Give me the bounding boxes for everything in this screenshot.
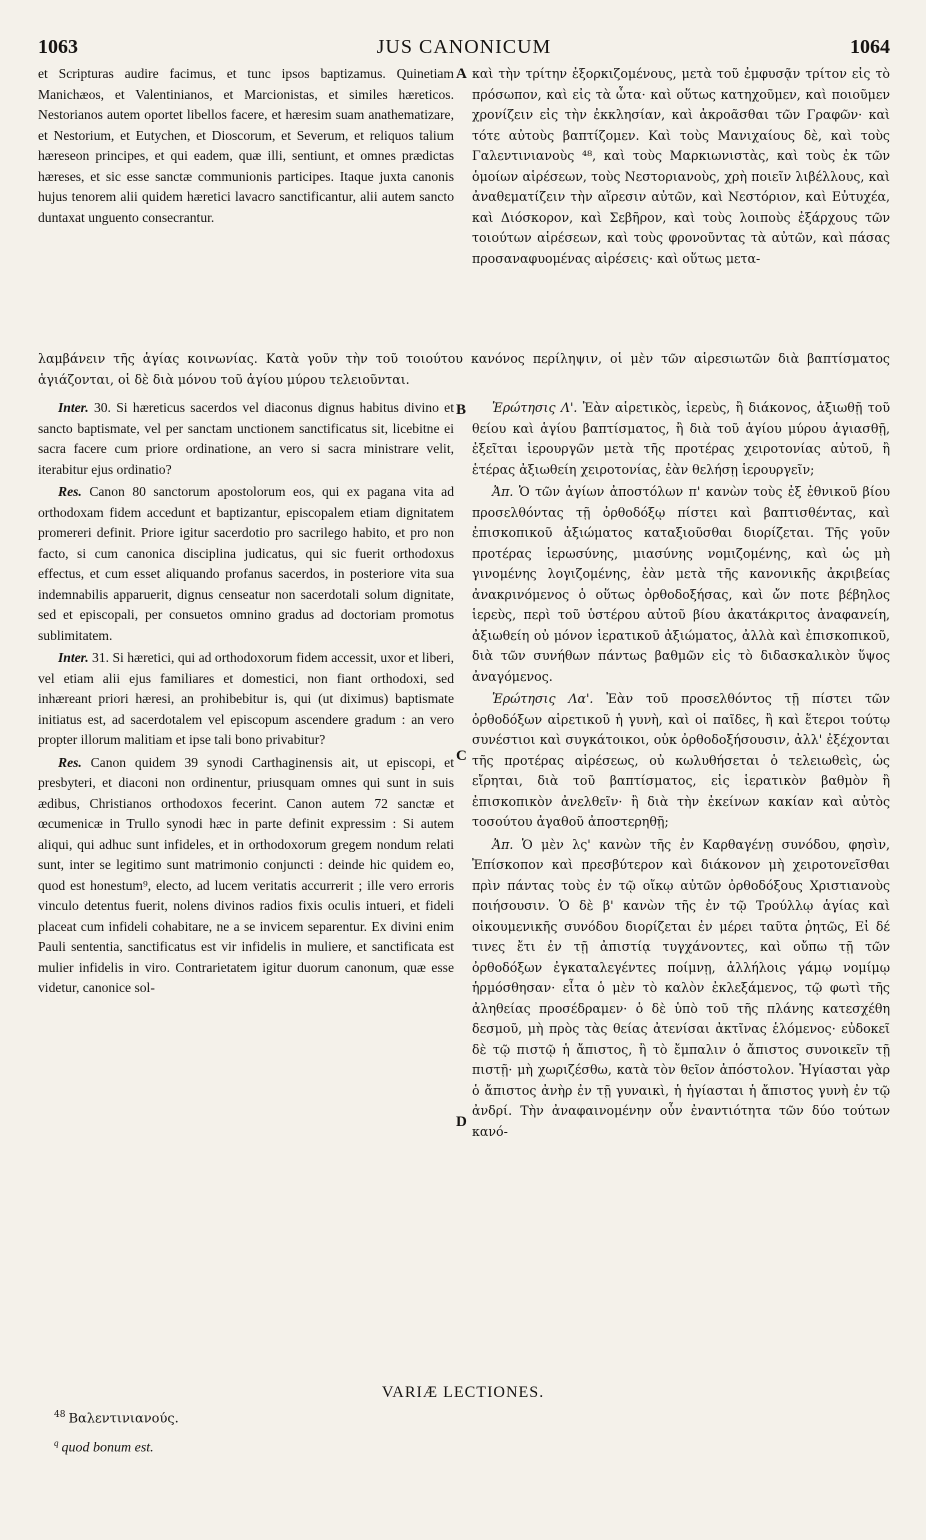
full-width-paragraph: λαμβάνειν τῆς ἁγίας κοινωνίας. Κατὰ γοῦν τὴν τοῦ τοιούτου κανόνος περίληψιν, οἱ μὲν τῶν αἱρεσιωτῶν διὰ βαπτίσματος ἁγιάζονται, οἱ δὲ διὰ μόνου τοῦ ἁγίου μύρου τελειοῦνται. <box>38 351 890 387</box>
section-marker-d: D <box>456 1114 467 1130</box>
greek-question-31 <box>472 689 890 833</box>
answer-label: Ἀπ. <box>492 836 514 852</box>
latin-column-top <box>38 64 454 228</box>
latin-column-bottom <box>38 398 454 1001</box>
res-label: Res. <box>58 754 82 770</box>
footnote-mark: q <box>54 1438 59 1448</box>
footnote-text: quod bonum est. <box>61 1440 154 1456</box>
greek-answer-text: Ὁ μὲν λς' κανὼν τῆς ἐν Καρθαγένῃ συνόδου, φησὶν, Ἐπίσκοπον καὶ πρεσβύτερον καὶ διάκονον μὴ χειροτονεῖσθαι πρὶν πάντας τοὺς ἐν τῷ οἴκῳ αὐτῶν ὀρθοδόξους Χριστιανοὺς ποιήσουσιν. Ὁ δὲ β' κανὼν τῆς ἐν τῷ Τρούλλῳ ἁγίας καὶ οἰκουμενικῆς συνόδου διορίζεται ἐν μέρει ταῦτα ῥητῶς, Εἰ δέ τινες ἔτι ἐν τῇ ἀπιστίᾳ τυγχάνοντες, καὶ οὔπω τῇ τῶν ὀρθοδόξων ἐγκαταλεγέντες ποίμνῃ, ἀλλήλοις γάμῳ νομίμῳ ἡρμόσθησαν· εἶτα ὁ μὲν τὸ καλὸν ἐκλεξάμενος, τῷ φωτὶ τῆς ἀληθείας προσέδραμεν· ὁ δὲ ὑπὸ τοῦ τῆς πλάνης κατεσχέθη δεσμοῦ, μὴ πρὸς τὰς θείας ἀτενίσαι ἀκτῖνας ἑλόμενος· εὐδοκεῖ δὲ τῷ πιστῷ ἡ ἄπιστος, ἢ τὸ ἔμπαλιν ὁ ἄπιστος συνοικεῖν τῇ πιστῇ· μὴ χωριζέσθω, κατὰ τὸν θεῖον ἀπόστολον. Ἡγίασται γὰρ ὁ ἄπιστος ἀνὴρ ἐν τῇ γυναικὶ, ἡ ἡγίασται ἡ ἄπιστος γυνὴ ἐν τῷ ἀνδρί. Τὴν ἀναφαινομένην οὖν ἐναντιότητα τῶν δύο τούτων κανό- <box>472 836 891 1139</box>
greek-question-text: Ἐὰν τοῦ προσελθόντος τῇ πίστει τῶν ὀρθοδόξων αἱρετικοῦ ἡ γυνὴ, καὶ οἱ παῖδες, ἢ καὶ ἕτεροι τούτῳ συνέστιοι καὶ συγκάτοικοι, οὐκ ὀρθοδοξήσουσιν, ἀλλ' ἐξέχονται τῆς προτέρας αἱρέσεως, οὐ κωλυθήσεται ὁ τελειωθεὶς, ὡς εἴρηται, διὰ τοῦ βαπτίσματος, εἰς ἱερατικὸν βαθμὸν ἢ ἐπισκοπικὸν ἀνελθεῖν· ἢ διὰ τὴν ἐκείνων κακίαν καὶ αὐτὸς τοσούτου ἀγαθοῦ ἀποστερηθῇ; <box>472 691 890 829</box>
greek-question-text: Ἐὰν αἱρετικὸς, ἱερεὺς, ἢ διάκονος, ἀξιωθῇ τοῦ θείου καὶ ἁγίου βαπτίσματος, ἢ διὰ τοῦ ἁγίου μύρου ἁγιασθῇ, ἐξεῖται ἱερουργῶν μετὰ τῆς προτέρας χειροτονίας αὐτοῦ, ἢ ἑτέρας ἀξιωθείη χειροτονίας, ἐὰν θελήσῃ ἱερουργεῖν; <box>472 400 890 477</box>
res-label: Res. <box>58 484 82 499</box>
footnote-48 <box>54 1410 179 1426</box>
latin-question-text: 30. Si hæreticus sacerdos vel diaconus dignus habitus divino et sancto baptismate, vel per sanctam unctionem sanctificatus sit, licebitne ei sacra facere cum priore ordinatione, an vero si sacra ministrare velit, iterabitur ejus ordinatio? <box>38 400 454 477</box>
erotesis-label: Ἐρώτησις Λ'. <box>492 400 578 415</box>
greek-answer-text: Ὁ τῶν ἁγίων ἀποστόλων π' κανὼν τοὺς ἐξ ἐθνικοῦ βίου προσελθόντας τῇ ὀρθοδόξῳ πίστει καὶ βαπτισθέντας, καὶ ἐπισκοπικοῦ ἀξιώματος καταξιοῦσθαι διορίζεται. Τῆς γοῦν προτέρας ἱερωσύνης, μιασύνης νομιζομένης, καὶ ὡς μὴ γινομένης λογιζομένης, ἐὰν μετὰ τῆς κανονικῆς ἀκριβείας ἀνακρινόμενος ὁ οὕτως ὀρθοδοξήσας, καὶ ὤν ποτε βέβηλος ἱερεὺς, περὶ τοῦ ὑστέρου αὐτοῦ βίου ἀκατάκριτος ἀναφανείη, ἀξιωθείη οὐ μόνον ἱερατικοῦ ἀξιώματος, ἀλλὰ καὶ ἐπισκοπικοῦ, διὰ τῶν συνήθων πάντως βαθμῶν εἰς τὸ διδασκαλικὸν ὕψος ἀναγόμενος. <box>472 484 890 684</box>
latin-paragraph: et Scripturas audire facimus, et tunc ipsos baptizamus. Quinetiam Manichæos, et Valentinianos, et Marcionistas, et similes hæreticos. Nestorianos autem oportet libellos facere, et hæresim suam anathematizare, et Nestorium, et Eutychen, et Dioscorum, et Severum, et reliquos talium hæreseon principes, et qui eadem, quæ illi, sentiunt, et omnes prædictas hæreses, et sic esse sanctæ communionis participes. Itaque juxta canonis hujus tenorem alii quidem hæretici lavacro sanctificantur, alii autem sancto duntaxat unguento consecrantur. <box>38 66 454 225</box>
running-title: JUS CANONICUM <box>376 36 552 58</box>
latin-response-30 <box>38 482 454 646</box>
section-marker-a: A <box>456 66 467 82</box>
inter-label: Inter. <box>58 400 89 415</box>
section-marker-c: C <box>456 748 467 764</box>
latin-response-31 <box>38 753 454 999</box>
page-header <box>38 36 890 60</box>
page-number-left: 1063 <box>38 36 78 58</box>
page-number-right: 1064 <box>850 36 890 58</box>
latin-question-30 <box>38 398 454 480</box>
latin-response-text: Canon quidem 39 synodi Carthaginensis ait, ut episcopi, et presbyteri, et diaconi non ordinentur, priusquam omnes qui sunt in suis ædibus, Christianos orthodoxos fecerint. Canon autem 72 sanctæ et œcumenicæ in Trullo synodi hæc in parte definit expressim : Si autem aliqui, qui adhuc sunt infideles, et in orthodoxorum gregem nondum relati sunt, inter se legitimo sunt matrimonio conjuncti : deinde hic quidem eo, quod est honestum⁹, electo, ad lucem veritatis accurrerit ; ille vero erroris vinculo detentus fuerit, nolens divinos radios fixis oculis intueri, et fideli placeat cum infideli cohabitare, ne a se invicem separentur. Ex divini enim Pauli sententia, sanctificatus est vir infidelis in muliere, et sanctificata est mulier infidelis in viro. Contrarietatem igitur duorum canonum, quæ esse videtur, canonice sol- <box>38 754 454 995</box>
greek-answer-31 <box>472 835 890 1143</box>
greek-paragraph: καὶ τὴν τρίτην ἐξορκιζομένους, μετὰ τοῦ ἐμφυσᾷν τρίτον εἰς τὸ πρόσωπον, καὶ εἰς τὰ ὦτα· καὶ οὕτως κατηχοῦμεν, καὶ ποιοῦμεν χρονίζειν εἰς τὴν ἐκκλησίαν, καὶ ἀκροᾶσθαι τῶν Γραφῶν· καὶ τότε αὐτοὺς βαπτίζομεν. Καὶ τοὺς Μανιχαίους δὲ, καὶ τοὺς Γαλεντινιανοὺς ⁴⁸, καὶ τοὺς Μαρκιωνιστὰς, καὶ τοὺς ἐκ τῶν ὁμοίων αἱρέσεων, τοὺς Νεστοριανοὺς, χρὴ ποιεῖν λιβέλλους, καὶ ἀναθεματίζειν τὴν αἵρεσιν αὐτῶν, καὶ Νεστόριον, καὶ Εὐτυχέα, καὶ Διόσκορον, καὶ Σεβῆρον, καὶ τοὺς λοιποὺς ἐξάρχους τῶν τοιούτων αἱρέσεων, καὶ τοὺς φρονοῦντας τὰ αὐτῶν, καὶ πάσας προσαναφυομένας αἱρέσεις· καὶ οὕτως μετα- <box>472 66 890 266</box>
answer-label: Ἀπ. <box>492 484 514 499</box>
footnote-mark: 48 <box>54 1410 66 1420</box>
inter-label: Inter. <box>58 650 89 665</box>
section-marker-b: B <box>456 402 467 418</box>
greek-column-top <box>472 64 890 269</box>
latin-question-31 <box>38 648 454 751</box>
variae-lectiones-title: VARIÆ LECTIONES. <box>381 1384 545 1401</box>
greek-question-30 <box>472 398 890 480</box>
footnote-text: Βαλεντινιανούς. <box>68 1411 179 1427</box>
latin-response-text: Canon 80 sanctorum apostolorum eos, qui ex pagana vita ad orthodoxam fidem accedunt et baptizantur, episcopalem etiam dignitatem promereri definit. Priore igitur sacerdotio pro sacrilego habito, et pro non facto, si cum canonica disciplina judicatus, qui sic fuerit orthodoxus effectus, et cum esset aliquando profanus sacerdos, in posteriore vita sua indemnabilis apparuerit, dignus censeatur non sacerdotali solum dignitate, sed et episcopali, per consuetos omnino gradus ad doctoriam promotus sublimitatem. <box>38 484 454 643</box>
greek-column-bottom <box>472 398 890 1144</box>
latin-question-text: 31. Si hæretici, qui ad orthodoxorum fidem accessit, uxor et liberi, vel etiam alii ejus familiares et domestici, non fiant orthodoxi, sed inhæreant priori hæresi, an prohibebitur is, qui (ut diximus) baptismate initiatus est, ad sacerdotalem vel episcopum ascendere gradum : an vero propter illorum malitiam et ipse tali bono privabitur? <box>38 650 454 747</box>
greek-answer-30 <box>472 482 890 687</box>
footnote-q <box>54 1438 154 1457</box>
erotesis-label: Ἐρώτησις Λα'. <box>492 691 594 706</box>
